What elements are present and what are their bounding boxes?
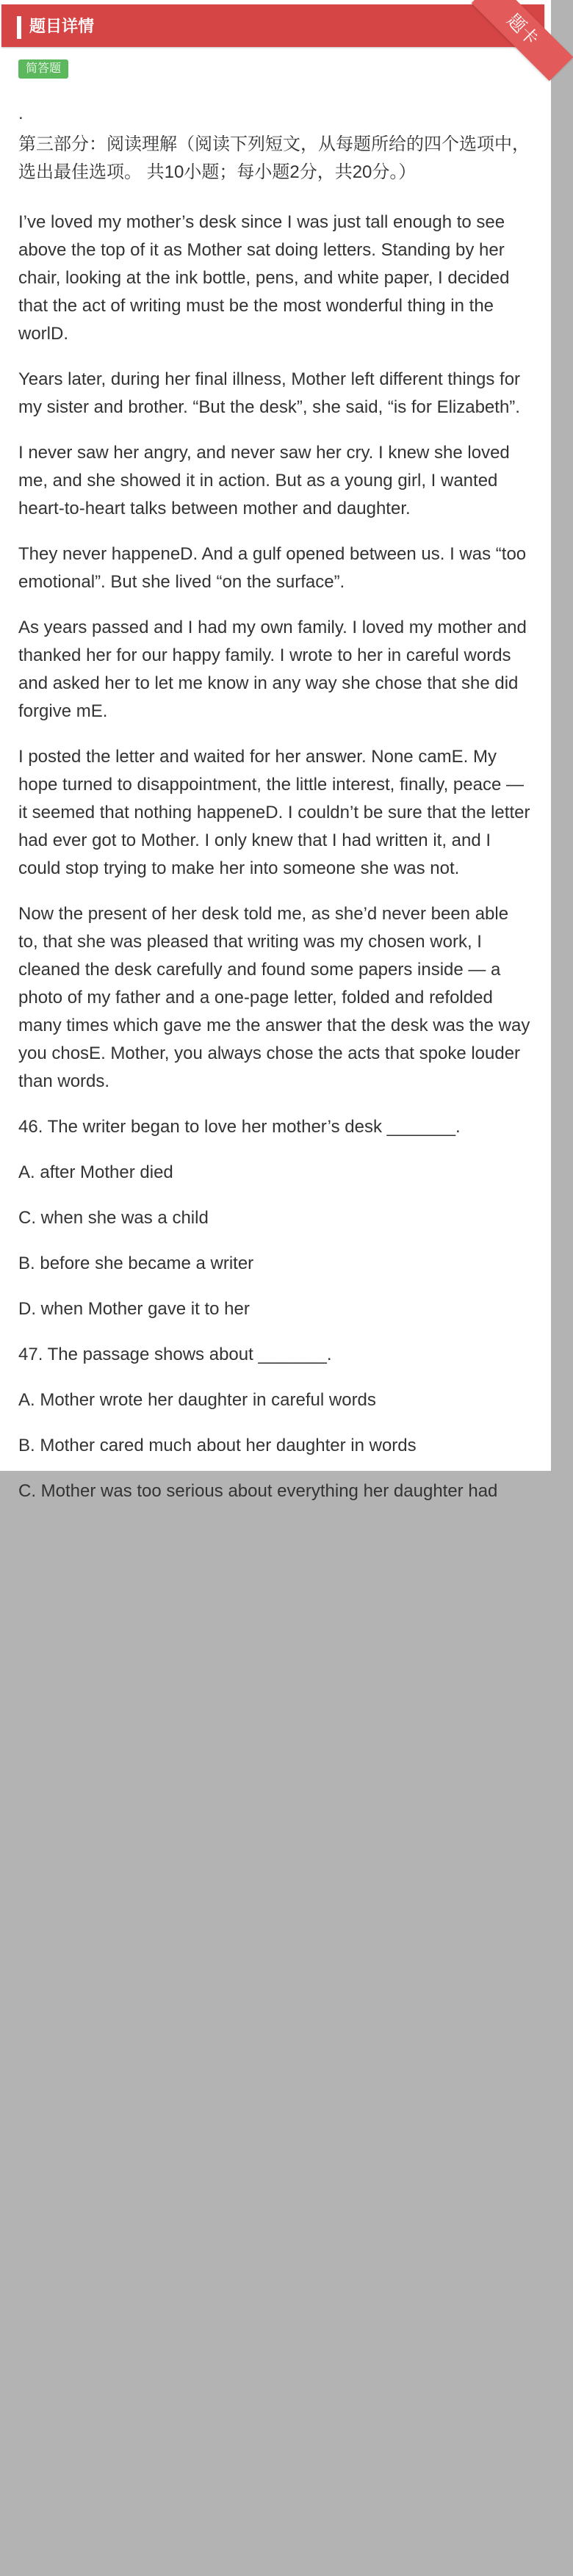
- page-title: 题目详情: [29, 17, 95, 35]
- ribbon-band[interactable]: [472, 0, 573, 81]
- section-title: 第三部分：阅读理解（阅读下列短文，从每题所给的四个选项中，选出最佳选项。 共10小题；每小题2分，共20分。）: [18, 134, 530, 182]
- passage-paragraph: Now the present of her desk told me, as she’d never been able to, that she was pleased that writing was my chosen work, I cleaned the desk carefully and found some papers inside — a photo of my father and a one-page letter, folded and refolded many times which gave me the answer that the desk was the way you chosE. Mother, you always chose the acts that spoke louder than words.: [18, 904, 530, 1091]
- header-accent-mark: [17, 16, 21, 39]
- answer-option: B. before she became a writer: [18, 1253, 254, 1273]
- passage-paragraph: They never happeneD. And a gulf opened between us. I was “too emotional”. But she lived “on the surface”.: [18, 544, 527, 592]
- leading-dot: .: [18, 104, 24, 123]
- answer-option: B. Mother cared much about her daughter in words: [18, 1436, 417, 1455]
- question-stem: 46. The writer began to love her mother’s desk _______.: [18, 1117, 461, 1137]
- ribbon-label[interactable]: 题卡: [502, 10, 542, 50]
- answer-sheet-ribbon[interactable]: [470, 0, 551, 81]
- answer-option: D. when Mother gave it to her: [18, 1299, 250, 1319]
- question-content: [18, 100, 533, 1523]
- answer-option: C. when she was a child: [18, 1208, 209, 1228]
- passage-paragraph: I never saw her angry, and never saw her cry. I knew she loved me, and she showed it in action. But as a young girl, I wanted heart-to-heart talks between mother and daughter.: [18, 443, 510, 518]
- header-bar: [1, 4, 544, 47]
- answer-option: A. Mother wrote her daughter in careful words: [18, 1390, 376, 1410]
- passage-paragraph: Years later, during her final illness, Mother left different things for my sister and brother. “But the desk”, she said, “is for Elizabeth”.: [18, 369, 521, 417]
- passage-paragraph: I posted the letter and waited for her answer. None camE. My hope turned to disappointment, the little interest, finally, peace — it seemed that nothing happeneD. I couldn’t be sure that the letter had ever got to Mother. I only knew that I had written it, and I could stop trying to make her into someone she was not.: [18, 747, 530, 878]
- passage-paragraph: As years passed and I had my own family. I loved my mother and thanked her for our happy family. I wrote to her in careful words and asked her to let me know in any way she chose that she did forgive mE.: [18, 618, 527, 721]
- question-type-badge: 简答题: [18, 59, 68, 79]
- answer-option: C. Mother was too serious about everything her daughter had: [18, 1481, 498, 1501]
- question-stem: 47. The passage shows about _______.: [18, 1345, 332, 1364]
- answer-option: A. after Mother died: [18, 1162, 173, 1182]
- passage-paragraph: I’ve loved my mother’s desk since I was just tall enough to see above the top of it as Mother sat doing letters. Standing by her chair, looking at the ink bottle, pens, and white paper, I decided that the act of writing must be the most wonderful thing in the worlD.: [18, 212, 510, 344]
